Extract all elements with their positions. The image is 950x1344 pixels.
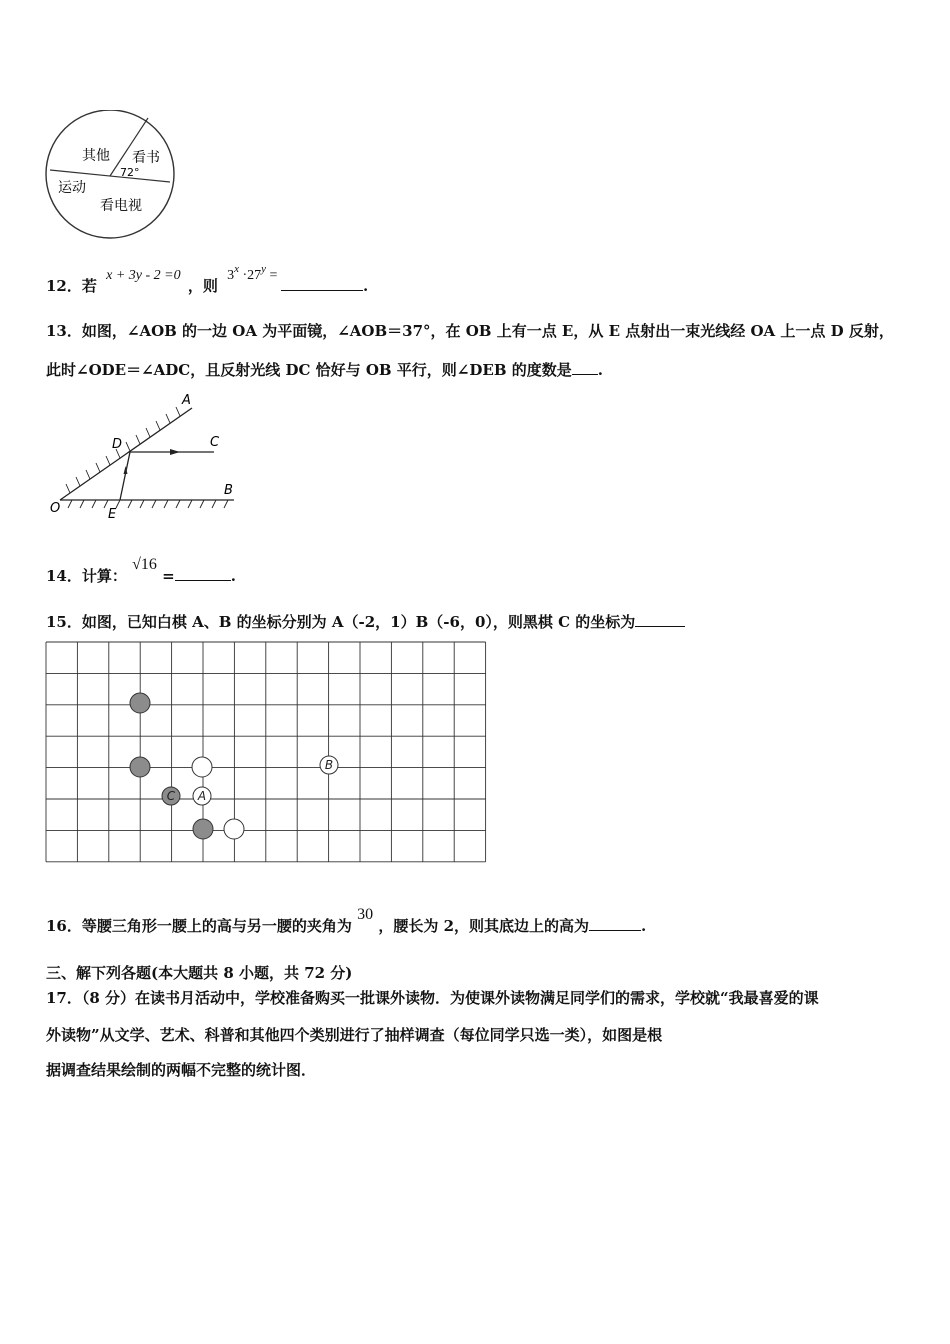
black-stone xyxy=(193,819,213,839)
fig13-label-e: E xyxy=(108,507,117,520)
go-board-figure xyxy=(44,640,488,864)
question-14 xyxy=(46,552,236,585)
ray-ed xyxy=(120,452,130,500)
q12-exp1: x xyxy=(234,263,239,275)
pie-chart-figure xyxy=(42,110,182,242)
black-stone xyxy=(130,757,150,777)
q14-answer-blank[interactable] xyxy=(175,564,231,581)
q13-tail: . xyxy=(597,361,603,379)
stone-label-c: C xyxy=(166,789,176,803)
fig13-label-c: C xyxy=(210,435,220,450)
q12-eq: = xyxy=(269,268,278,283)
pie-label-sports: 运动 xyxy=(58,180,86,196)
q13-line-2-text: 此时∠ODE＝∠ADC，且反射光线 DC 恰好与 OB 平行，则∠DEB 的度数是 xyxy=(46,361,572,379)
q12-exp2: y xyxy=(261,263,267,275)
board-grid xyxy=(46,642,486,862)
q13-answer-blank[interactable] xyxy=(572,358,598,375)
q15-text: 15．如图，已知白棋 A、B 的坐标分别为 A（-2，1）B（-6，0），则黑棋 C 的坐标为 xyxy=(46,613,636,631)
pie-label-angle: 72° xyxy=(120,166,140,179)
section-3-title: 三、解下列各题(本大题共 8 小题，共 72 分) xyxy=(46,964,353,982)
q14-prefix: 14．计算： xyxy=(46,567,127,585)
q17-line-1: 17．（8 分）在读书月活动中，学校准备购买一批课外读物．为使课外读物满足同学们的需求，学校就“我最喜爱的课 xyxy=(46,989,819,1007)
white-stone xyxy=(224,819,244,839)
q12-expression xyxy=(227,263,281,283)
q12-number: 12．若 xyxy=(46,277,97,295)
q12-mid: ·27 xyxy=(242,268,262,283)
q16-angle: 30 xyxy=(357,906,374,923)
q16-prefix: 16．等腰三角形一腰上的高与另一腰的夹角为 xyxy=(46,917,352,935)
q13-line-1: 13．如图，∠AOB 的一边 OA 为平面镜，∠AOB＝37°，在 OB 上有一点 E，从 E 点射出一束光线经 OA 上一点 D 反射， xyxy=(46,322,894,340)
pie-label-tv: 看电视 xyxy=(100,198,142,214)
fig13-label-a: A xyxy=(182,393,191,408)
pie-outline xyxy=(46,110,174,238)
oa-hatching xyxy=(66,407,180,493)
black-stone xyxy=(130,693,150,713)
q12-answer-blank[interactable] xyxy=(281,274,363,291)
q12-base1: 3 xyxy=(227,268,235,283)
q17-line-2: 外读物”从文学、艺术、科普和其他四个类别进行了抽样调查（每位同学只选一类），如图是根 xyxy=(46,1026,663,1044)
question-15 xyxy=(46,610,685,632)
pie-label-other: 其他 xyxy=(82,148,110,164)
pie-label-reading: 看书 xyxy=(132,150,160,166)
ob-hatching xyxy=(68,500,228,508)
q12-tail: . xyxy=(362,277,369,295)
q16-tail: . xyxy=(641,917,647,935)
fig13-label-d: D xyxy=(112,437,123,452)
q17-line-3: 据调查结果绘制的两幅不完整的统计图． xyxy=(46,1061,317,1079)
stone-label-b: B xyxy=(324,758,334,772)
q12-then: ，则 xyxy=(187,277,218,295)
stone-label-a: A xyxy=(197,789,207,803)
q16-suffix: ，腰长为 2，则其底边上的高为 xyxy=(378,917,590,935)
fig13-label-b: B xyxy=(224,483,233,498)
arrow-dc xyxy=(170,449,180,455)
q16-answer-blank[interactable] xyxy=(589,914,641,931)
q14-eq: = xyxy=(162,567,175,585)
mirror-angle-figure xyxy=(46,388,246,520)
q14-tail: . xyxy=(230,567,236,585)
question-13-line-2 xyxy=(46,358,603,380)
q15-answer-blank[interactable] xyxy=(635,610,685,627)
question-12 xyxy=(46,262,369,295)
q12-equation: x + 3y - 2 =0 xyxy=(106,268,181,283)
white-stone xyxy=(192,757,212,777)
question-16 xyxy=(46,902,647,935)
q14-radical: √16 xyxy=(132,556,157,573)
fig13-label-o: O xyxy=(50,501,61,516)
